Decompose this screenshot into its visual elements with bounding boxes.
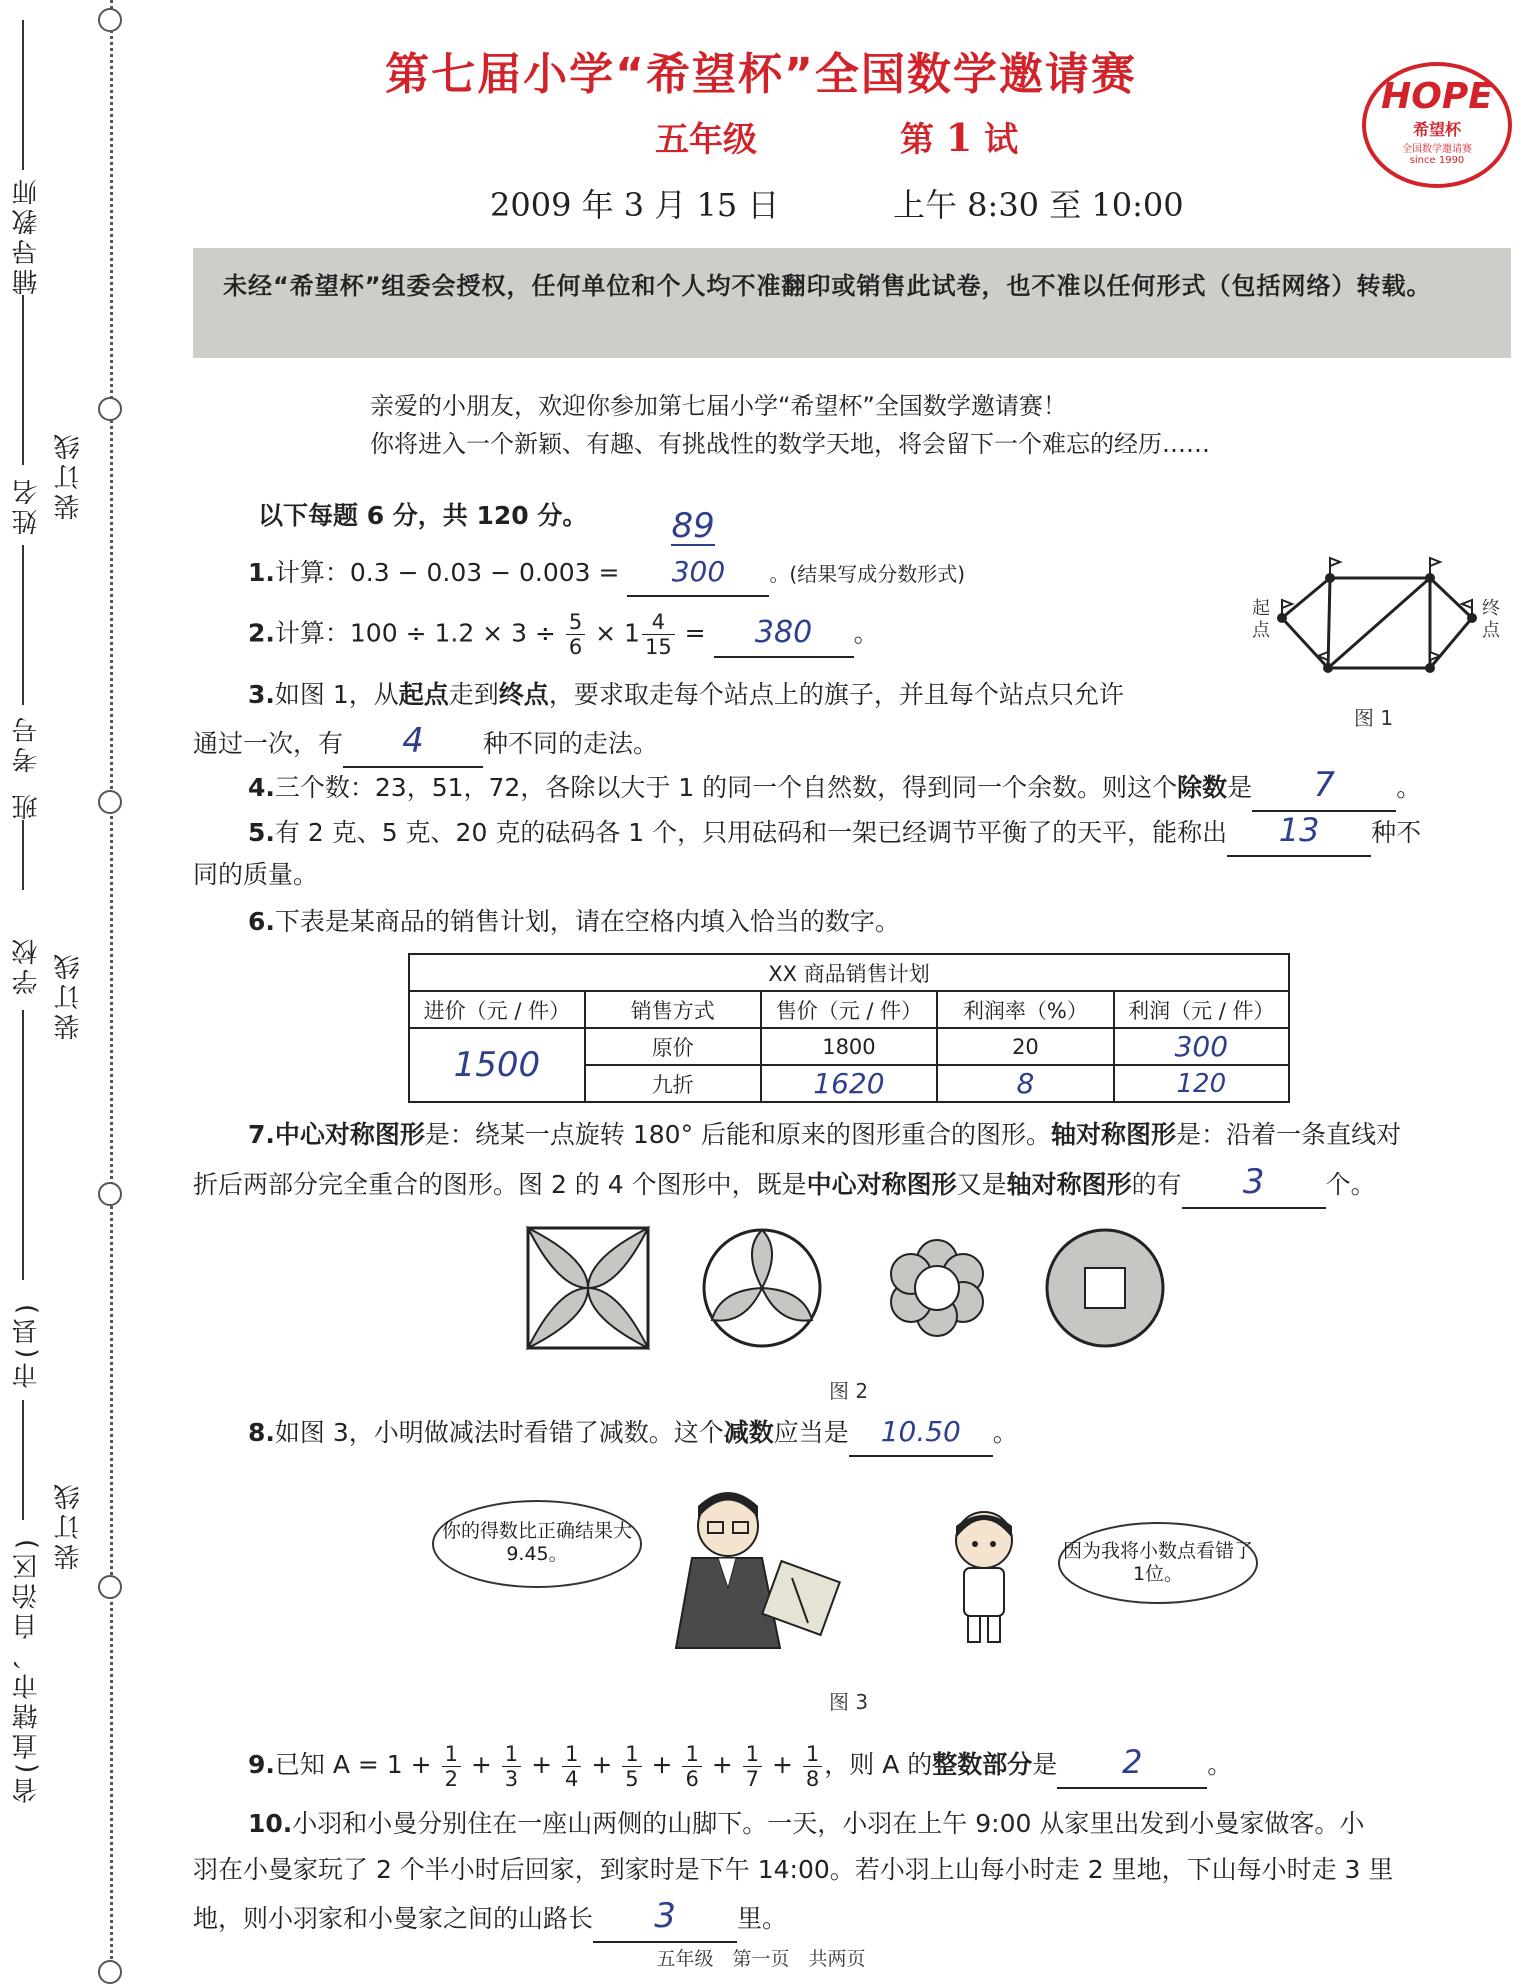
figure-1-caption: 图 1 (1354, 706, 1394, 730)
grade-label: 五年级 (655, 120, 757, 160)
section-intro: 以下每题 6 分，共 120 分。 (258, 501, 588, 530)
table-header: 利润（元 / 件） (1114, 991, 1289, 1028)
figure-1-end-label: 终点 (1482, 598, 1500, 641)
price-cell: 1800 (761, 1028, 938, 1065)
question-7-line-1: 7.中心对称图形是：绕某一点旋转 180° 后能和原来的图形重合的图形。轴对称图形是：沿着一条直线对 (248, 1120, 1402, 1149)
profit-cell[interactable]: 120 (1114, 1065, 1289, 1102)
binding-hole (98, 1182, 122, 1206)
question-4: 4.三个数：23，51，72，各除以大于 1 的同一个自然数，得到同一个余数。则这个除数是 7 。 (248, 763, 1421, 812)
question-10-line-2: 羽在小曼家玩了 2 个半小时后回家，到家时是下午 14:00。若小羽上山每小时走 2 里地，下山每小时走 3 里 (193, 1855, 1394, 1884)
figure-1-route-graph (1240, 548, 1500, 728)
exam-time: 上午 8:30 至 10:00 (893, 186, 1184, 224)
method-cell: 九折 (585, 1065, 761, 1102)
table-header: 售价（元 / 件） (761, 991, 938, 1028)
rate-cell[interactable]: 8 (937, 1065, 1113, 1102)
teacher-label: 辅导教师 (12, 175, 42, 295)
exam-no-label: 考号 (12, 713, 42, 773)
question-3-line-2: 通过一次，有 4 种不同的走法。 (193, 719, 658, 768)
square-petals-shape (528, 1228, 648, 1348)
figure-2-shapes (520, 1220, 1180, 1350)
binding-hole (98, 8, 122, 32)
question-9: 9.已知 A = 1 + $\frac{1}{2}$ + $\frac{1}{3}$ + $\frac{1}{4}$ + $\frac{1}{5}$ + $\frac{1}{6}$ + $\frac{1}{7}$ + $\frac{1}{8}$ ，则 A 的整数部分是 2 。 (248, 1741, 1233, 1791)
exam-date: 2009 年 3 月 15 日 (490, 186, 780, 224)
answer-blank-9[interactable]: 2 (1057, 1740, 1207, 1789)
flower-shape (891, 1240, 983, 1336)
table-header: 销售方式 (585, 991, 761, 1028)
binding-hole (98, 790, 122, 814)
table-header: 进价（元 / 件） (409, 991, 585, 1028)
name-label: 姓名 (12, 475, 42, 535)
name-field[interactable] (22, 295, 24, 465)
coin-shape (1047, 1230, 1163, 1346)
intro-line-1: 亲爱的小朋友，欢迎你参加第七届小学“希望杯”全国数学邀请赛！ (370, 392, 1067, 420)
question-8: 8.如图 3，小明做减法时看错了减数。这个减数应当是 10.50 。 (248, 1410, 1018, 1457)
round-label: 第 1 试 (900, 115, 1019, 160)
question-3-line-1: 3.如图 1，从起点走到终点，要求取走每个站点上的旗子，并且每个站点只允许 (248, 680, 1124, 709)
answer-blank-8[interactable]: 10.50 (849, 1410, 993, 1457)
class-label: 班 (12, 790, 42, 820)
question-1: 1.计算：0.3 − 0.03 − 0.003 = 89 300 。(结果写成分数形式) (248, 550, 965, 597)
province-label: 省(直辖市、自治区) (12, 1535, 42, 1804)
circle-three-petals-shape (704, 1230, 820, 1346)
hope-logo: HOPE 希望杯 全国数学邀请赛 since 1990 (1362, 62, 1512, 188)
school-field[interactable] (22, 1010, 24, 1280)
question-5-line-1: 5.有 2 克、5 克、20 克的砝码各 1 个，只用砝码和一架已经调节平衡了的天平，能称出 13 种不 (248, 808, 1421, 857)
question-6: 6.下表是某商品的销售计划，请在空格内填入恰当的数字。 (248, 907, 900, 936)
figure-1-start-label: 起点 (1252, 598, 1270, 641)
school-label: 学校 (12, 935, 42, 995)
method-cell: 原价 (585, 1028, 761, 1065)
binding-dotted-line (110, 0, 113, 1977)
rate-cell: 20 (937, 1028, 1113, 1065)
question-10-line-1: 10.小羽和小曼分别住在一座山两侧的山脚下。一天，小羽在上午 9:00 从家里出发到小曼家做客。小 (248, 1809, 1365, 1838)
binding-hole (98, 1575, 122, 1599)
binding-label: 装订线 (54, 430, 84, 520)
answer-blank-10[interactable]: 3 (593, 1894, 737, 1943)
page-footer: 五年级 第一页 共两页 (656, 1948, 866, 1970)
copyright-notice: 未经“希望杯”组委会授权，任何单位和个人均不准翻印或销售此试卷，也不准以任何形式（包括网络）转载。 (193, 248, 1511, 358)
answer-blank-5[interactable]: 13 (1227, 808, 1371, 857)
teacher-illustration (640, 1478, 870, 1653)
exam-no-field[interactable] (22, 545, 24, 705)
figure-2-caption: 图 2 (829, 1379, 869, 1403)
answer-blank-7[interactable]: 3 (1182, 1160, 1326, 1209)
binding-hole (98, 397, 122, 421)
question-10-line-3: 地，则小羽家和小曼家之间的山路长 3 里。 (193, 1894, 787, 1943)
table-header: 利润率（%） (937, 991, 1113, 1028)
intro-line-2: 你将进入一个新颖、有趣、有挑战性的数学天地，将会留下一个难忘的经历…… (370, 430, 1210, 458)
teacher-speech-bubble: 你的得数比正确结果大9.45。 (432, 1500, 642, 1588)
question-2: 2.计算：100 ÷ 1.2 × 3 ÷ $\frac{5}{6}$ × 1 $\frac{4}{15}$ = 380 。 (248, 610, 879, 659)
profit-cell[interactable]: 300 (1114, 1028, 1289, 1065)
answer-blank-2[interactable]: 380 (714, 611, 854, 658)
price-cell[interactable]: 1620 (761, 1065, 938, 1102)
xiaoming-speech-bubble: 因为我将小数点看错了1位。 (1058, 1522, 1258, 1604)
class-field[interactable] (22, 820, 24, 890)
figure-3-caption: 图 3 (829, 1690, 869, 1714)
sales-table-title: XX 商品销售计划 (409, 954, 1289, 991)
exam-title: 第七届小学“希望杯”全国数学邀请赛 (385, 49, 1137, 100)
answer-blank-4[interactable]: 7 (1252, 763, 1396, 812)
answer-blank-1[interactable]: 89 300 (627, 550, 769, 597)
binding-label: 装订线 (54, 950, 84, 1040)
question-7-line-2: 折后两部分完全重合的图形。图 2 的 4 个图形中，既是中心对称图形又是轴对称图形的有 3 个。 (193, 1160, 1376, 1209)
answer-blank-3[interactable]: 4 (343, 719, 483, 768)
binding-label: 装订线 (54, 1480, 84, 1570)
city-label: 市(县) (12, 1300, 42, 1389)
city-field[interactable] (22, 1400, 24, 1520)
sales-plan-table (408, 953, 1290, 1103)
question-5-line-2: 同的质量。 (193, 860, 319, 889)
xiaoming-illustration (940, 1508, 1030, 1653)
cost-cell[interactable]: 1500 (409, 1028, 585, 1102)
